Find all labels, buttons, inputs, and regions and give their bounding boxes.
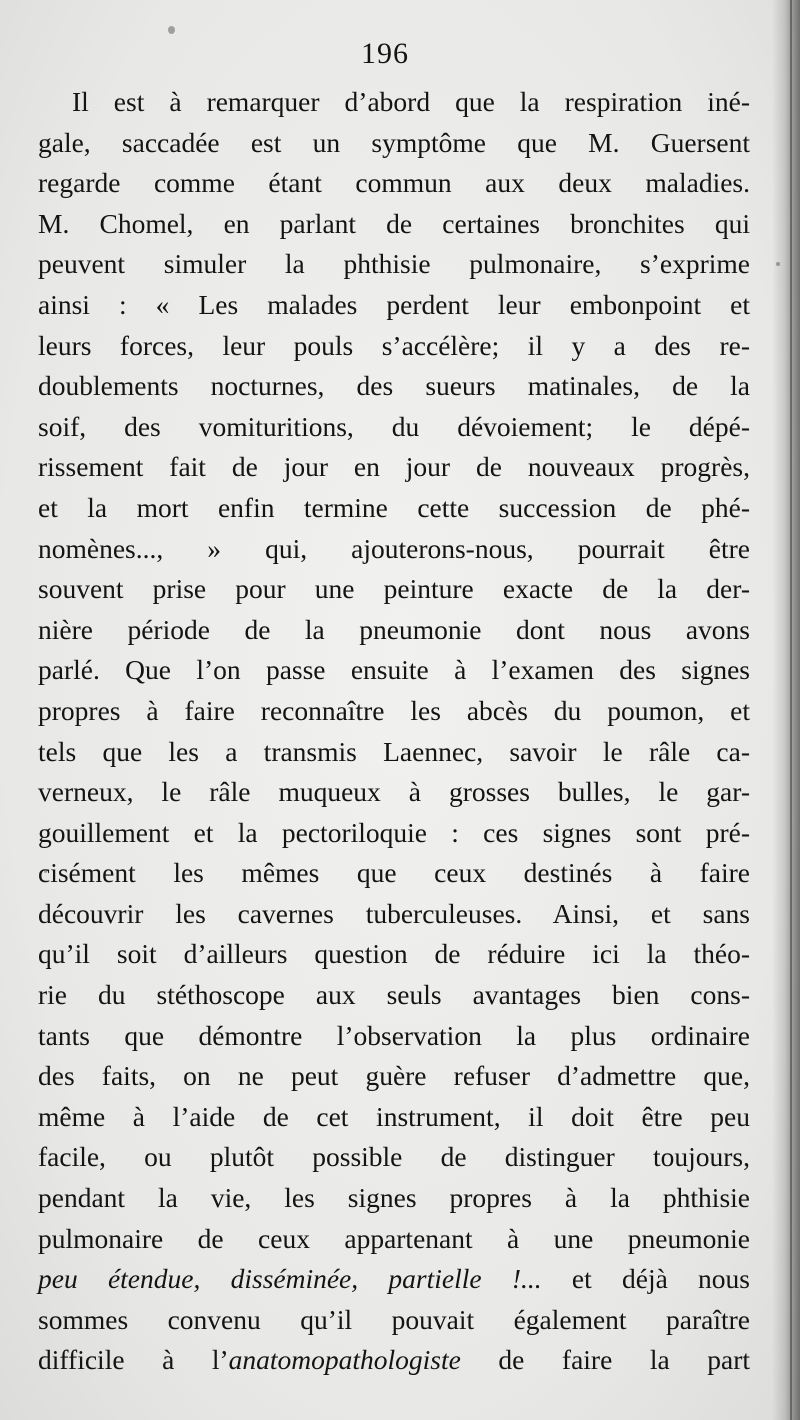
- text-line: [38, 1259, 750, 1300]
- text-line: rissement fait de jour en jour de nouveaux progrès,: [38, 451, 750, 483]
- text-line: gale, saccadée est un symptôme que M. Guersent: [38, 126, 750, 158]
- text-line: gouillement et la pectoriloquie : ces signes sont pré-: [38, 816, 750, 848]
- text-line: souvent prise pour une peinture exacte de la der-: [38, 573, 750, 605]
- text-fragment: et déjà nous: [541, 1263, 750, 1295]
- text-line: tants que démontre l’observation la plus ordinaire: [38, 1019, 750, 1051]
- text-line: peuvent simuler la phthisie pulmonaire, s’exprime: [38, 248, 750, 280]
- text-line: doublements nocturnes, des sueurs matinales, de la: [38, 370, 750, 402]
- text-line: même à l’aide de cet instrument, il doit être peu: [38, 1100, 750, 1132]
- text-fragment: de faire la part: [460, 1344, 750, 1376]
- text-line: parlé. Que l’on passe ensuite à l’examen des signes: [38, 654, 750, 686]
- text-line: des faits, on ne peut guère refuser d’admettre que,: [38, 1060, 750, 1092]
- page-edge-shadow: [772, 0, 800, 1420]
- text-line: cisément les mêmes que ceux destinés à faire: [38, 857, 750, 889]
- text-line: tels que les a transmis Laennec, savoir le râle ca-: [38, 735, 750, 767]
- page-number: 196: [361, 37, 409, 70]
- text-line: pendant la vie, les signes propres à la phthisie: [38, 1182, 750, 1214]
- text-line: soif, des vomituritions, du dévoiement; le dépé-: [38, 410, 750, 442]
- text-line: M. Chomel, en parlant de certaines bronchites qui: [38, 207, 750, 239]
- page-edge-line: [790, 0, 792, 1420]
- text-line: sommes convenu qu’il pouvait également paraître: [38, 1303, 750, 1335]
- text-fragment: difficile à l’: [38, 1344, 229, 1376]
- text-line: ainsi : « Les malades perdent leur embonpoint et: [38, 288, 750, 320]
- italic-term: anatomopathologiste: [228, 1344, 461, 1376]
- text-line: pulmonaire de ceux appartenant à une pneumonie: [38, 1222, 750, 1254]
- text-line: facile, ou plutôt possible de distinguer toujours,: [38, 1141, 750, 1173]
- italic-phrase: peu étendue, disséminée, partielle !...: [38, 1263, 542, 1295]
- text-line: leurs forces, leur pouls s’accélère; il y a des re-: [38, 329, 750, 361]
- text-line: nière période de la pneumonie dont nous avons: [38, 613, 750, 645]
- text-line: rie du stéthoscope aux seuls avantages bien cons-: [38, 979, 750, 1011]
- text-line: nomènes..., » qui, ajouterons-nous, pourrait être: [38, 532, 750, 564]
- text-line: qu’il soit d’ailleurs question de réduire ici la théo-: [38, 938, 750, 970]
- body-text: [38, 82, 750, 1381]
- text-line: regarde comme étant commun aux deux maladies.: [38, 167, 750, 199]
- text-line: découvrir les cavernes tuberculeuses. Ainsi, et sans: [38, 897, 750, 929]
- ink-speck: [776, 262, 780, 266]
- text-line: et la mort enfin termine cette succession de phé-: [38, 491, 750, 523]
- ink-speck: [168, 26, 175, 34]
- text-line: [38, 1340, 750, 1381]
- text-line: Il est à remarquer d’abord que la respiration iné-: [72, 86, 750, 117]
- text-line: verneux, le râle muqueux à grosses bulles, le gar-: [38, 776, 750, 808]
- text-line: propres à faire reconnaître les abcès du poumon, et: [38, 694, 750, 726]
